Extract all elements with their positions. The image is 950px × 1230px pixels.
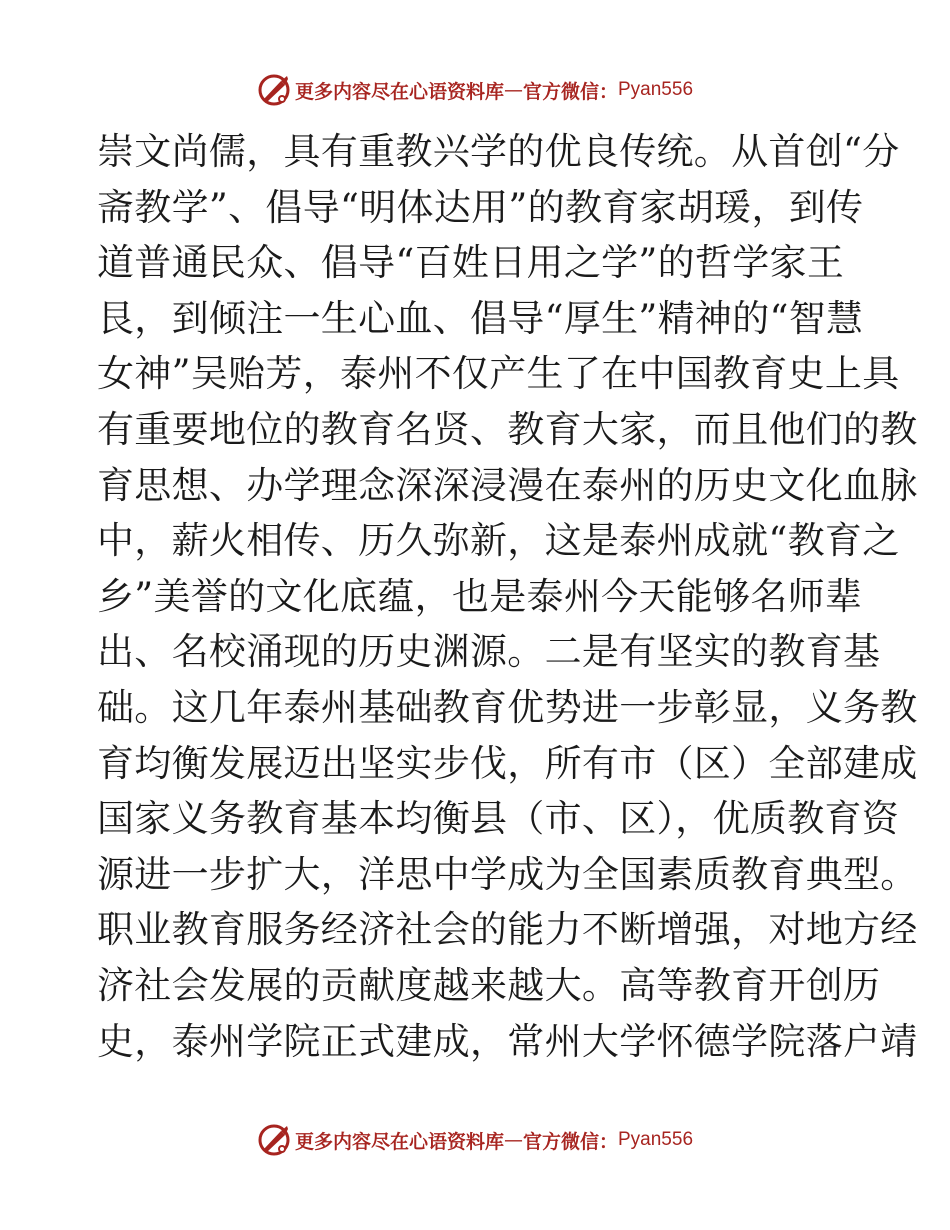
body-text-line: 斋教学”、倡导“明体达用”的教育家胡瑗，到传 [97, 185, 864, 229]
banner-contact-label: 官方微信： [522, 80, 618, 103]
body-text-line: 出、名校涌现的历史渊源。二是有坚实的教育基 [97, 630, 881, 674]
body-text-line: 艮，到倾注一生心血、倡导“厚生”精神的“智慧 [97, 296, 864, 340]
body-text-line: 史，泰州学院正式建成，常州大学怀德学院落户靖 [97, 1019, 918, 1063]
header-banner [0, 70, 950, 110]
body-text-line: 职业教育服务经济社会的能力不断增强，对地方经 [97, 908, 918, 952]
body-text-line: 国家义务教育基本均衡县（市、区），优质教育资 [97, 797, 900, 841]
banner-wechat-id: Pyan556 [618, 1129, 694, 1150]
body-text-line: 育均衡发展迈出坚实步伐，所有市（区）全部建成 [97, 741, 918, 785]
body-text-line: 中，薪火相传、历久弥新，这是泰州成就“教育之 [97, 519, 900, 563]
body-text-line: 有重要地位的教育名贤、教育大家，而且他们的教 [97, 407, 918, 451]
body-text-line: 乡”美誉的文化底蕴，也是泰州今天能够名师辈 [97, 574, 863, 618]
body-text-line: 源进一步扩大，洋思中学成为全国素质教育典型。 [97, 852, 918, 896]
banner-contact-label: 官方微信： [522, 1130, 618, 1153]
quill-logo-icon [257, 73, 291, 107]
footer-banner [0, 1120, 950, 1160]
body-text-line: 崇文尚儒，具有重教兴学的优良传统。从首创“分 [97, 130, 900, 173]
body-text-line: 道普通民众、倡导“百姓日用之学”的哲学家王 [97, 241, 845, 285]
quill-logo-icon [257, 1123, 291, 1157]
banner-dash: — [503, 79, 523, 101]
banner-slogan: 更多内容尽在心语资料库 [294, 1130, 504, 1153]
body-text-line: 女神”吴贻芳，泰州不仅产生了在中国教育史上具 [97, 352, 900, 396]
body-text-line: 济社会发展的贡献度越来越大。高等教育开创历 [97, 963, 881, 1007]
document-body [97, 124, 918, 1069]
body-text-line: 础。这几年泰州基础教育优势进一步彰显，义务教 [97, 685, 918, 729]
banner-wechat-id: Pyan556 [618, 79, 694, 100]
body-text-line: 育思想、办学理念深深浸漫在泰州的历史文化血脉 [97, 463, 918, 507]
banner-dash: — [503, 1129, 523, 1151]
banner-slogan: 更多内容尽在心语资料库 [294, 80, 504, 103]
